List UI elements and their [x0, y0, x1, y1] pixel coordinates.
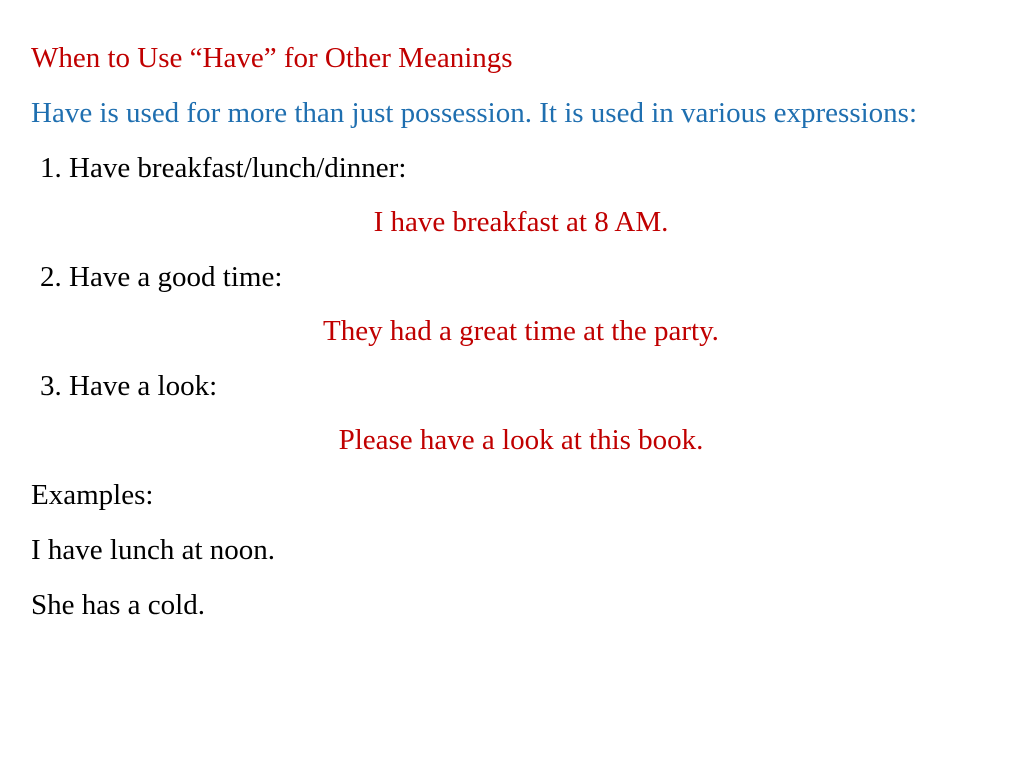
example-sentence-1: I have lunch at noon.	[31, 534, 276, 566]
expression-item-1: 1. Have breakfast/lunch/dinner:	[40, 152, 407, 184]
expression-example-2: They had a great time at the party.	[323, 315, 719, 347]
expression-example-3: Please have a look at this book.	[338, 424, 704, 456]
example-sentence-2: She has a cold.	[31, 589, 205, 621]
intro-text: Have is used for more than just possession. It is used in various expressions:	[31, 97, 918, 129]
expression-item-3: 3. Have a look:	[40, 370, 218, 402]
examples-heading: Examples:	[31, 479, 154, 511]
expression-item-2: 2. Have a good time:	[40, 261, 283, 293]
slide-title: When to Use “Have” for Other Meanings	[31, 42, 513, 74]
expression-example-1: I have breakfast at 8 AM.	[373, 206, 669, 238]
